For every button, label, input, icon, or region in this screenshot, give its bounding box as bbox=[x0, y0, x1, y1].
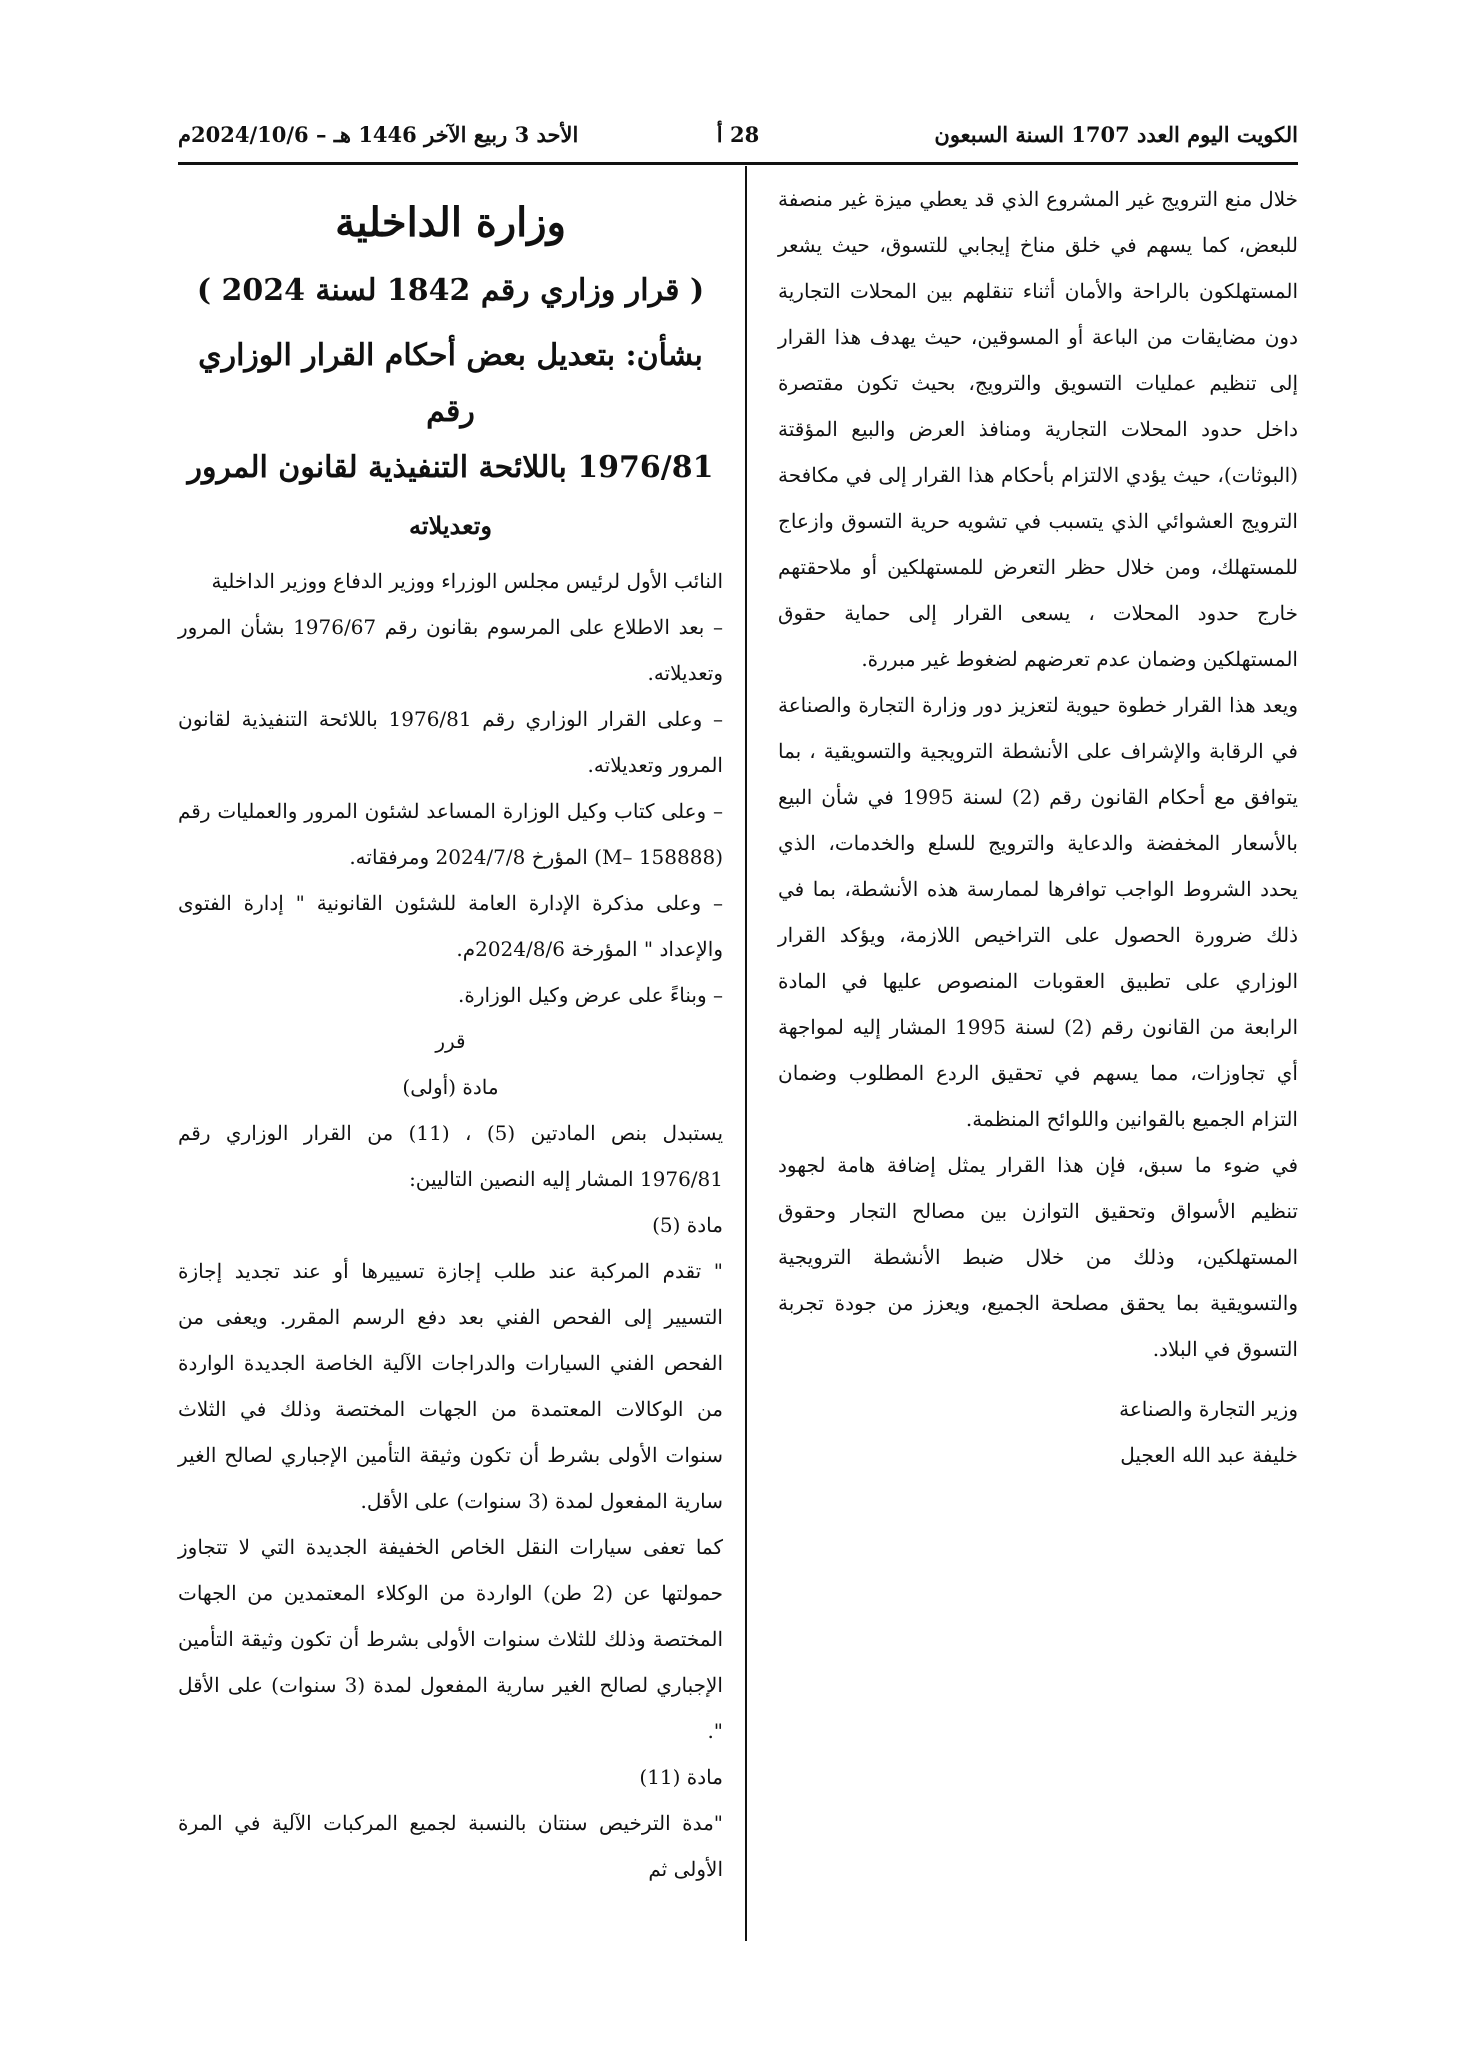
recital-4: – وعلى مذكرة الإدارة العامة للشئون القانونية " إدارة الفتوى والإعداد " المؤرخة 2024/8/6م. bbox=[178, 891, 723, 961]
right-paragraph-3: في ضوء ما سبق، فإن هذا القرار يمثل إضافة هامة لجهود تنظيم الأسواق وتحقيق التوازن بين مصالح التجار وحقوق المستهلكين، وذلك من خلال ضبط الأنشطة الترويجية والتسويقية بما يحقق مصلحة الجميع، ويعزز من جودة تجربة التسوق في البلاد. bbox=[778, 1153, 1298, 1361]
header-page-number: 28 أ bbox=[716, 122, 760, 147]
right-paragraph-2: ويعد هذا القرار خطوة حيوية لتعزيز دور وزارة التجارة والصناعة في الرقابة والإشراف على الأنشطة الترويجية والتسويقية ، بما يتوافق مع أحكام القانون رقم (2) لسنة 1995 في شأن البيع بالأسعار المخفضة والدعاية والترويج للسلع والخدمات، الذي يحدد الشروط الواجب توافرها لممارسة هذه الأنشطة، بما في ذلك ضرورة الحصول على التراخيص اللازمة، ويؤكد القرار الوزاري على تطبيق العقوبات المنصوص عليها في المادة الرابعة من القانون رقم (2) لسنة 1995 المشار إليه لمواجهة أي تجاوزات، مما يسهم في تحقيق الردع المطلوب وضمان التزام الجميع بالقوانين واللوائح المنظمة. bbox=[778, 693, 1298, 1131]
right-column bbox=[778, 176, 1298, 1478]
article-11-paragraph-1: "مدة الترخيص سنتان بالنسبة لجميع المركبات الآلية في المرة الأولى ثم bbox=[178, 1811, 723, 1881]
article-first-text: يستبدل بنص المادتين (5) ، (11) من القرار الوزاري رقم 1976/81 المشار إليه النصين التاليين: bbox=[178, 1121, 724, 1191]
article-5-paragraph-1: " تقدم المركبة عند طلب إجازة تسييرها أو عند تجديد إجازة التسيير إلى الفحص الفني بعد دفع الرسم المقرر. ويعفى من الفحص الفني السيارات والدراجات الآلية الخاصة الجديدة الواردة من الوكالات المعتمدة من الجهات المختصة وذلك في الثلاث سنوات الأولى بشرط أن تكون وثيقة التأمين الإجباري لصالح الغير سارية المفعول لمدة (3 سنوات) على الأقل. bbox=[178, 1259, 723, 1513]
decided-heading: قرر bbox=[435, 1029, 466, 1053]
ministry-title: وزارة الداخلية bbox=[335, 199, 566, 246]
left-column bbox=[178, 176, 723, 1892]
decision-title: ( قرار وزاري رقم 1842 لسنة 2024 ) bbox=[196, 273, 705, 308]
subject-line-2: 1976/81 باللائحة التنفيذية لقانون المرور bbox=[187, 450, 714, 485]
article-5-heading: مادة (5) bbox=[652, 1213, 723, 1237]
header-issue-info: الكويت اليوم العدد 1707 السنة السبعون bbox=[934, 122, 1298, 147]
header-date: الأحد 3 ربيع الآخر 1446 هـ – 2024/10/6م bbox=[178, 122, 579, 147]
page-header bbox=[178, 122, 1298, 158]
article-5-paragraph-2: كما تعفى سيارات النقل الخاص الخفيفة الجديدة التي لا تتجاوز حمولتها عن (2 طن) الواردة من الوكلاء المعتمدين من الجهات المختصة وذلك للثلاث سنوات الأولى بشرط أن تكون وثيقة التأمين الإجباري لصالح الغير سارية المفعول لمدة (3 سنوات) على الأقل ". bbox=[178, 1535, 723, 1743]
recital-1: – بعد الاطلاع على المرسوم بقانون رقم 1976/67 بشأن المرور وتعديلاته. bbox=[178, 615, 723, 685]
signature-title: وزير التجارة والصناعة bbox=[1119, 1397, 1298, 1421]
column-divider bbox=[745, 166, 747, 1941]
subject-line-3: وتعديلاته bbox=[409, 511, 492, 540]
recital-5: – وبناءً على عرض وكيل الوزارة. bbox=[458, 983, 723, 1007]
recital-2: – وعلى القرار الوزاري رقم 1976/81 باللائحة التنفيذية لقانون المرور وتعديلاته. bbox=[178, 707, 723, 777]
right-paragraph-1: خلال منع الترويج غير المشروع الذي قد يعطي ميزة غير منصفة للبعض، كما يسهم في خلق مناخ إيجابي للتسوق، حيث يشعر المستهلكون بالراحة والأمان أثناء تنقلهم بين المحلات التجارية دون مضايقات من الباعة أو المسوقين، حيث يهدف هذا القرار إلى تنظيم عمليات التسويق والترويج، بحيث تكون مقتصرة داخل حدود المحلات التجارية ومنافذ العرض والبيع المؤقتة (البوثات)، حيث يؤدي الالتزام بأحكام هذا القرار إلى في مكافحة الترويج العشوائي الذي يتسبب في تشويه حرية التسوق وازعاج للمستهلك، ومن خلال حظر التعرض للمستهلكين أو ملاحقتهم خارج حدود المحلات ، يسعى القرار إلى حماية حقوق المستهلكين وضمان عدم تعرضهم لضغوط غير مبررة. bbox=[778, 187, 1298, 671]
signature-name: خليفة عبد الله العجيل bbox=[1120, 1443, 1298, 1467]
article-first-heading: مادة (أولى) bbox=[402, 1075, 499, 1099]
issuer: النائب الأول لرئيس مجلس الوزراء ووزير الدفاع ووزير الداخلية bbox=[211, 569, 723, 593]
subject-line-1: بشأن: بتعديل بعض أحكام القرار الوزاري رقم bbox=[198, 338, 703, 429]
article-11-heading: مادة (11) bbox=[639, 1765, 723, 1789]
recital-3: – وعلى كتاب وكيل الوزارة المساعد لشئون المرور والعمليات رقم (158888 –M) المؤرخ 2024/7/8 ومرفقاته. bbox=[178, 799, 723, 869]
header-rule bbox=[178, 162, 1298, 165]
